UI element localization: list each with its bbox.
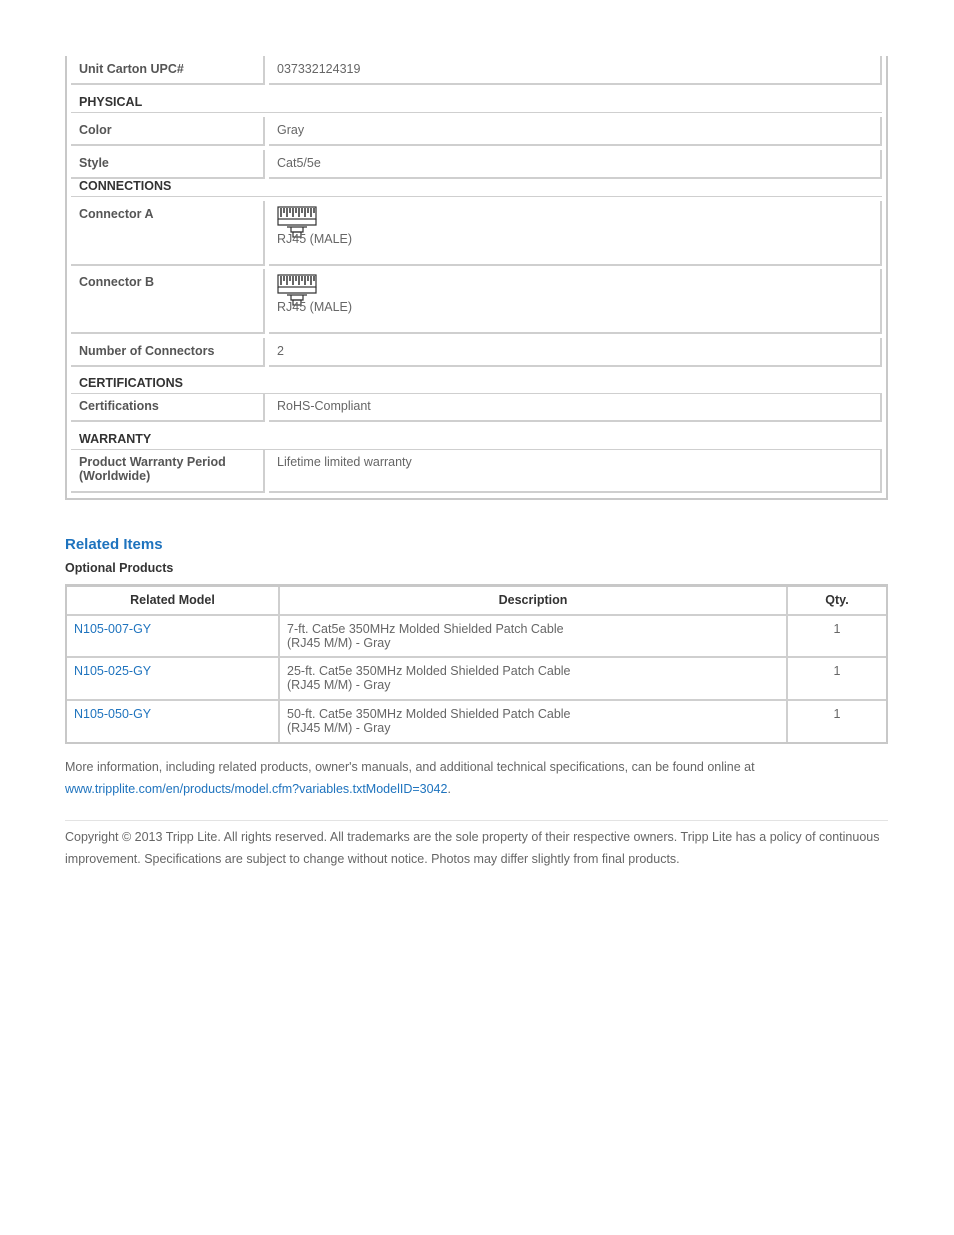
- description-line: (RJ45 M/M) - Gray: [287, 678, 391, 692]
- table-row-model: [67, 616, 280, 658]
- spec-value: Gray: [269, 117, 882, 146]
- link-period: .: [447, 782, 451, 796]
- section-heading-warranty: WARRANTY: [71, 426, 882, 450]
- connector-b-type: RJ45 (MALE): [277, 300, 353, 314]
- more-information-text: [65, 756, 888, 800]
- spec-label: Connector B: [71, 269, 265, 334]
- table-row-description: [280, 658, 788, 701]
- table-row-qty: 1: [788, 658, 886, 701]
- table-row-model: [67, 701, 280, 742]
- description-line: 7-ft. Cat5e 350MHz Molded Shielded Patch Cable: [287, 622, 564, 636]
- optional-products-heading: Optional Products: [65, 561, 174, 575]
- spec-label: Connector A: [71, 201, 265, 266]
- related-items-heading: Related Items: [65, 536, 163, 553]
- copyright-line-1: Copyright © 2013 Tripp Lite. All rights reserved. All trademarks are the sole property of their respective owners. Tripp Lite has a policy of continuous: [65, 830, 880, 844]
- spec-value: [269, 269, 882, 334]
- spec-label: Number of Connectors: [71, 338, 265, 367]
- spec-row-color: [71, 117, 882, 146]
- spec-row-connector-a: [71, 201, 882, 266]
- section-heading-physical: PHYSICAL: [71, 89, 882, 113]
- table-row-qty: 1: [788, 616, 886, 658]
- spec-row-number-of-connectors: [71, 338, 882, 367]
- spec-value: 2: [269, 338, 882, 367]
- copyright-line-2: improvement. Specifications are subject to change without notice. Photos may differ slightly from final products.: [65, 852, 680, 866]
- table-row-model: [67, 658, 280, 701]
- connector-a-type: RJ45 (MALE): [277, 232, 353, 246]
- product-page-link[interactable]: www.tripplite.com/en/products/model.cfm?variables.txtModelID=3042: [65, 782, 448, 796]
- spec-label: Certifications: [71, 393, 265, 422]
- column-header-description: Description: [280, 587, 788, 616]
- model-link[interactable]: N105-050-GY: [74, 707, 152, 721]
- spec-row-certifications: [71, 393, 882, 422]
- spec-label: [71, 449, 265, 493]
- spec-value: [269, 201, 882, 266]
- spec-label: Color: [71, 117, 265, 146]
- spec-label: Unit Carton UPC#: [71, 56, 265, 85]
- spec-row-warranty: [71, 449, 882, 493]
- table-row-qty: 1: [833, 707, 841, 721]
- related-products-table: [65, 584, 888, 744]
- description-line: (RJ45 M/M) - Gray: [287, 721, 391, 735]
- description-line: 25-ft. Cat5e 350MHz Molded Shielded Patch Cable: [287, 664, 571, 678]
- spec-value: Cat5/5e: [269, 150, 882, 179]
- section-heading-connections: CONNECTIONS: [71, 173, 882, 197]
- spec-value: Lifetime limited warranty: [269, 449, 882, 493]
- description-line: (RJ45 M/M) - Gray: [287, 636, 391, 650]
- column-header-model: Related Model: [67, 587, 280, 616]
- column-header-qty: Qty.: [788, 587, 886, 616]
- warranty-label-line-1: Product Warranty Period: [79, 455, 226, 469]
- spec-row-upc: [71, 56, 882, 85]
- description-line: 50-ft. Cat5e 350MHz Molded Shielded Patch Cable: [287, 707, 571, 721]
- divider: [65, 820, 888, 821]
- warranty-label-line-2: (Worldwide): [79, 469, 151, 483]
- more-info-sentence: More information, including related products, owner's manuals, and additional technical specifications, can be found online at: [65, 760, 755, 774]
- spec-label: Style: [71, 150, 265, 179]
- model-link[interactable]: N105-025-GY: [74, 664, 152, 678]
- table-row-description: [280, 616, 788, 658]
- spec-row-connector-b: [71, 269, 882, 334]
- model-link[interactable]: N105-007-GY: [74, 622, 152, 636]
- spec-value: RoHS-Compliant: [269, 393, 882, 422]
- section-heading-certifications: CERTIFICATIONS: [71, 370, 882, 394]
- table-row-description: [280, 701, 788, 742]
- copyright-text: [65, 826, 888, 870]
- specifications-table: [65, 56, 888, 500]
- spec-value: 037332124319: [269, 56, 882, 85]
